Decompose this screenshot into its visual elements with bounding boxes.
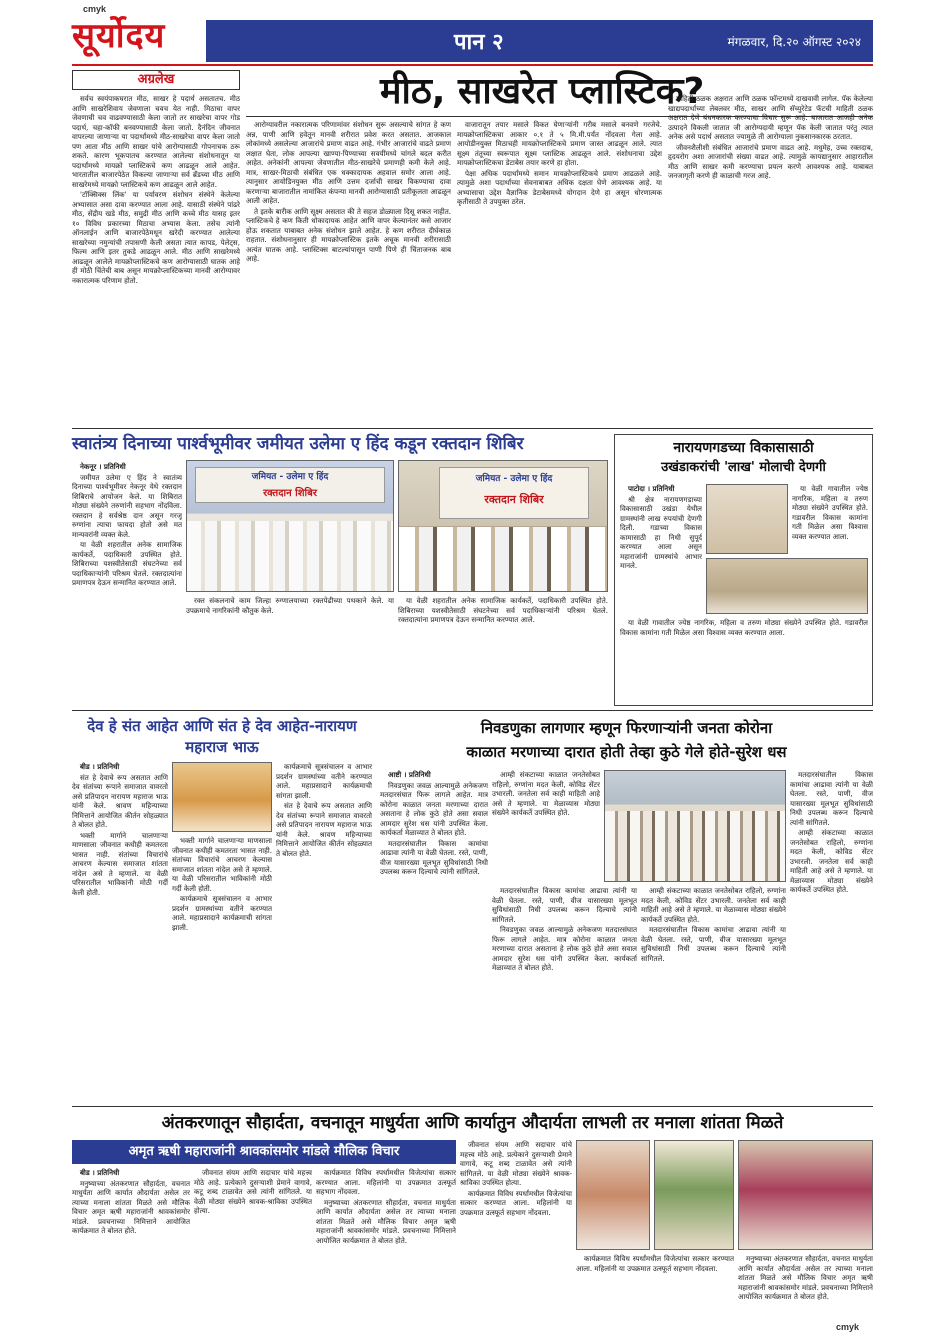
rishi-column-2: जीवनात संयम आणि सदाचार यांचे महत्त्व मोठे आहे. प्रत्येकाने दुसऱ्याशी प्रेमाने वागावे, कटू शब्द टाळावेत असे त्यांनी सांगितले. या वेळी मोठ्या संख्येने श्रावक-श्राविका उपस्थित होत्या. bbox=[194, 1168, 312, 1215]
blood-camp-column-2: रक्त संकलनाचे काम जिल्हा रुग्णालयाच्या रक्तपेढीच्या पथकाने केले. या उपक्रमाचे नागरिकांनी कौतुक केले. bbox=[186, 596, 394, 615]
rishi-subhead: अमृत ऋषी महाराजांनी श्रावकांसमोर मांडले मौलिक विचार bbox=[72, 1140, 456, 1164]
editorial-headline: मीठ, साखरेत प्लास्टिक? bbox=[380, 71, 705, 112]
rishi-column-4: जीवनात संयम आणि सदाचार यांचे महत्त्व मोठे आहे. प्रत्येकाने दुसऱ्याशी प्रेमाने वागावे, कटू शब्द टाळावेत असे त्यांनी सांगितले. या वेळी मोठ्या संख्येने श्रावक-श्राविका उपस्थित होत्या. कार्यक्रमात विविध स्पर्धांमधील विजेत्यांचा सत्कार करण्यात आला. महिलांनी या उपक्रमात उत्स्फूर्त सहभाग नोंदवला. bbox=[460, 1140, 572, 1217]
lower-rule bbox=[72, 1106, 873, 1107]
dhas-column-2: आम्ही संकटाच्या काळात जनतेसोबत राहिलो, रुग्णांना मदत केली, कोविड सेंटर उभारली. जनतेला सर्व काही माहिती आहे असे ते म्हणाले. या मेळाव्यास मोठ्या संख्येने कार्यकर्ते उपस्थित होते. bbox=[492, 770, 600, 817]
saint-photo bbox=[172, 762, 272, 832]
blood-camp-photo-1 bbox=[186, 460, 394, 592]
page-number: पान २ bbox=[454, 30, 504, 55]
donation-headline-2: उखंडाकरांची 'लाख' मोलाची देणगी bbox=[661, 460, 826, 475]
editorial-bottom-rule bbox=[72, 428, 873, 429]
dhas-column-1: आष्टी । प्रतिनिधी निवडणुका जवळ आल्यामुळे अनेकजण मतदारसंघात फिरू लागले आहेत. मात्र कोरोना काळात जनता मरणाच्या दारात असताना हे लोक कुठे होते असा सवाल आमदार सुरेश धस यांनी उपस्थित केला. कार्यकर्ता मेळाव्यात ते बोलत होते. मतदारसंघातील विकास कामांचा आढावा त्यांनी या वेळी घेतला. रस्ते, पाणी, वीज यासारख्या मूलभूत सुविधांसाठी निधी उपलब्ध करून दिल्याचे त्यांनी सांगितले. bbox=[380, 770, 488, 876]
blood-camp-banner-board: जमियत - उलेमा ए हिंद रक्तदान शिबिर bbox=[195, 467, 385, 503]
saint-headline: देव हे संत आहेत आणि संत हे देव आहेत-नारायण महाराज भाऊ bbox=[87, 717, 357, 756]
blood-camp-headline: स्वातंत्र्य दिनाच्या पार्श्वभूमीवर जमीयत उलेमा ए हिंद कडून रक्तदान शिबिर bbox=[72, 434, 524, 454]
cmyk-mark-top: cmyk bbox=[83, 4, 107, 14]
rishi-photo-1 bbox=[576, 1140, 650, 1250]
dhas-headline-2: काळात मरणाच्या दारात होती तेव्हा कुठे गेले होते-सुरेश धस bbox=[466, 743, 787, 761]
dhas-column-4: मतदारसंघातील विकास कामांचा आढावा त्यांनी या वेळी घेतला. रस्ते, पाणी, वीज यासारख्या मूलभूत सुविधांसाठी निधी उपलब्ध करून दिल्याचे त्यांनी सांगितले. आम्ही संकटाच्या काळात जनतेसोबत राहिलो, रुग्णांना मदत केली, कोविड सेंटर उभारली. जनतेला सर्व काही माहिती आहे असे ते म्हणाले. या मेळाव्यास मोठ्या संख्येने कार्यकर्ते उपस्थित होते. bbox=[790, 770, 873, 894]
editorial-column-1: सर्वच स्वयंपाकघरात मीठ, साखर हे पदार्थ असतातच. मीठ आणि साखरेशिवाय जेवणाला चवच येत नाही. मिठाचा वापर जेवणाची चव वाढवण्यासाठी केला जातो तर साखरेचा वापर गोड पदार्थ, चहा-कॉफी बनवण्यासाठी केला जातो. दैनंदिन जीवनात वापरल्या जाणाऱ्या या पदार्थांमध्ये मीठ-साखरेचा वापर केला जातो पण आता मीठ आणि साखर यांचे आरोग्यासाठी गोपनाचक ठरू शकते. कारण भूकपातच करण्यात आलेल्या संशोधनातून या पदार्थांमध्ये मायक्रो प्लास्टिकचे कण आढळून आले आहेत. भारतातील बाजारपेठेत विकल्या जाणाऱ्या सर्व ब्रँडच्या मीठ आणि साखरेमध्ये मायक्रो प्लास्टिकचे कण आढळून आले आहेत. 'टॉक्सिक्स लिंक' या पर्यावरण संशोधन संस्थेने केलेल्या अभ्यासात असा दावा करण्यात आला आहे. यासाठी संस्थेने पांढरे मीठ, सेंद्रीय खडे मीठ, समुद्री मीठ आणि कच्चे मीठ यासह इतर १० विविध प्रकारच्या मिठाचा अभ्यास केला. तसेच त्यांनी ऑनलाईन आणि बाजारपेठेमधून खरेदी करण्यात आलेल्या साखरेच्या नमुन्यांची तपासणी केली असता त्यात कापड, पेलेट्स, फिल्म आणि इतर तुकडे आढळून आले. मीठ आणि साखरेमध्ये आढळून आलेले मायक्रोप्लास्टिकचे कण आरोग्यासाठी घातक आहे ही मोठी चिंतेची बाब असून मायक्रोप्लास्टिकच्या मानवी आरोग्यावर नकारात्मक परिणाम होतो. bbox=[72, 94, 240, 285]
saint-column-1: बीड । प्रतिनिधी संत हे देवाचे रूप असतात आणि देव संतांच्या रूपाने समाजात वावरतो असे प्रतिपादन नारायण महाराज भाऊ यांनी केले. श्रावण महिन्याच्या निमित्ताने आयोजित कीर्तन सोहळ्यात ते बोलत होते. भक्ती मार्गाने चालणाऱ्या माणसाला जीवनात कधीही कमतरता भासत नाही. संतांच्या विचारांचे आचरण केल्यास समाजात शांतता नांदेल असे ते म्हणाले. या वेळी परिसरातील भाविकांनी मोठी गर्दी केली होती. bbox=[72, 762, 168, 897]
blood-camp-column-3: या वेळी शहरातील अनेक सामाजिक कार्यकर्ते, पदाधिकारी उपस्थित होते. शिबिराच्या यशस्वीतेसाठी संघटनेच्या सर्व पदाधिकाऱ्यांनी परिश्रम घेतले. रक्तदात्यांना प्रमाणपत्र देऊन सन्मानित करण्यात आले. bbox=[398, 596, 608, 624]
blood-camp-column-1: नेकनूर । प्रतिनिधी जमीयत उलेमा ए हिंद ने स्वातंत्र्य दिनाच्या पार्श्वभूमीवर नेकनूर येथे रक्तदान शिबिराचे आयोजन केले. या शिबिरात मोठ्या संख्येने तरुणांनी सहभाग नोंदविला. रक्तदान हे सर्वश्रेष्ठ दान असून गरजू रुग्णांना त्याचा फायदा होतो असे मत मान्यवरांनी व्यक्त केले. या वेळी शहरातील अनेक सामाजिक कार्यकर्ते, पदाधिकारी उपस्थित होते. शिबिराच्या यशस्वीतेसाठी संघटनेच्या सर्व पदाधिकाऱ्यांनी परिश्रम घेतले. रक्तदात्यांना प्रमाणपत्र देऊन सन्मानित करण्यात आले. bbox=[72, 462, 182, 587]
donation-column-1: पाटोदा । प्रतिनिधी श्री क्षेत्र नारायणगडाच्या विकासासाठी उखंडा येथील ग्रामस्थांनी लाख रुपयांची देणगी दिली. गडाच्या विकास कामासाठी हा निधी सुपूर्द करण्यात आला असून महाराजांनी ग्रामस्थांचे आभार मानले. bbox=[620, 484, 702, 570]
rishi-column-6: मनुष्याच्या अंतकरणात सौहार्दता, वचनात माधुर्यता आणि कार्यात औदार्यता असेल तर त्याच्या मनाला शांतता मिळते असे मौलिक विचार अमृत ऋषी महाराजांनी श्रावकांसमोर मांडले. प्रवचनाच्या निमित्ताने आयोजित कार्यक्रमात ते बोलत होते. bbox=[738, 1254, 873, 1301]
dhas-crowd-photo bbox=[604, 770, 786, 882]
donation-photo-1 bbox=[706, 484, 788, 554]
mid-rule bbox=[72, 710, 873, 711]
blood-camp-photo-2 bbox=[398, 460, 608, 592]
dhas-column-5: मतदारसंघातील विकास कामांचा आढावा त्यांनी या वेळी घेतला. रस्ते, पाणी, वीज यासारख्या मूलभूत सुविधांसाठी निधी उपलब्ध करून दिल्याचे त्यांनी सांगितले. निवडणुका जवळ आल्यामुळे अनेकजण मतदारसंघात फिरू लागले आहेत. मात्र कोरोना काळात जनता मरणाच्या दारात असताना हे लोक कुठे होते असा सवाल आमदार सुरेश धस यांनी उपस्थित केला. कार्यकर्ता मेळाव्यात ते बोलत होते. bbox=[492, 886, 637, 972]
rishi-column-3: कार्यक्रमात विविध स्पर्धांमधील विजेत्यांचा सत्कार करण्यात आला. महिलांनी या उपक्रमात उत्स्फूर्त सहभाग नोंदवला. मनुष्याच्या अंतकरणात सौहार्दता, वचनात माधुर्यता आणि कार्यात औदार्यता असेल तर त्याच्या मनाला शांतता मिळते असे मौलिक विचार अमृत ऋषी महाराजांनी श्रावकांसमोर मांडले. प्रवचनाच्या निमित्ताने आयोजित कार्यक्रमात ते बोलत होते. bbox=[316, 1168, 456, 1245]
dhas-column-6: आम्ही संकटाच्या काळात जनतेसोबत राहिलो, रुग्णांना मदत केली, कोविड सेंटर उभारली. जनतेला सर्व काही माहिती आहे असे ते म्हणाले. या मेळाव्यास मोठ्या संख्येने कार्यकर्ते उपस्थित होते. मतदारसंघातील विकास कामांचा आढावा त्यांनी या वेळी घेतला. रस्ते, पाणी, वीज यासारख्या मूलभूत सुविधांसाठी निधी उपलब्ध करून दिल्याचे त्यांनी सांगितले. bbox=[641, 886, 786, 963]
rishi-headline: अंतकरणातून सौहार्दता, वचनातून माधुर्यता आणि कार्यातुन औदार्यता लाभली तर मनाला शांतता मिळते bbox=[161, 1113, 784, 1133]
donation-photo-2 bbox=[706, 558, 868, 614]
rishi-photo-3 bbox=[738, 1140, 873, 1250]
rishi-column-1: बीड । प्रतिनिधी मनुष्याच्या अंतकरणात सौहार्दता, वचनात माधुर्यता आणि कार्यात औदार्यता असेल तर त्याच्या मनाला शांतता मिळते असे मौलिक विचार अमृत ऋषी महाराजांनी श्रावकांसमोर मांडले. प्रवचनाच्या निमित्ताने आयोजित कार्यक्रमात ते बोलत होते. bbox=[72, 1168, 190, 1235]
masthead-logo: सूर्योदय bbox=[72, 16, 166, 56]
rishi-photo-2 bbox=[654, 1140, 734, 1250]
header-rule bbox=[72, 64, 873, 66]
saint-column-2: भक्ती मार्गाने चालणाऱ्या माणसाला जीवनात कधीही कमतरता भासत नाही. संतांच्या विचारांचे आचरण केल्यास समाजात शांतता नांदेल असे ते म्हणाले. या वेळी परिसरातील भाविकांनी मोठी गर्दी केली होती. कार्यक्रमाचे सूत्रसंचालन व आभार प्रदर्शन ग्रामस्थांच्या वतीने करण्यात आले. महाप्रसादाने कार्यक्रमाची सांगता झाली. bbox=[172, 836, 272, 932]
editorial-tag: अग्रलेख bbox=[72, 70, 240, 90]
dhas-crowd bbox=[605, 811, 785, 881]
cmyk-mark-bottom: cmyk bbox=[836, 1322, 860, 1332]
rishi-column-5: कार्यक्रमात विविध स्पर्धांमधील विजेत्यांचा सत्कार करण्यात आला. महिलांनी या उपक्रमात उत्स्फूर्त सहभाग नोंदवला. bbox=[576, 1254, 734, 1273]
editorial-column-3: वाजारातून तयार मसाले विकत घेणाऱ्यांनी गरीब मसाले बनवणे गरजेचे. मायक्रोप्लास्टिकचा आकार ०.१ ते ५ मि.मी.पर्यंत नोंदवला गेला आहे. आयोडीनयुक्त मिठाचही मायक्रोप्लास्टिकचे प्रमाण जास्त आढळून आले. त्यात सूक्ष्म तंतूच्या स्वरूपात सूक्ष्म प्लास्टिक आढळून आले. संशोधनाचा उद्देश मायक्रोप्लास्टिकचा डेटाबेस तयार करणे हा होता. पेक्षा अधिक पदार्थांमध्ये समान मायक्रोप्लास्टिकचे प्रमाण आढळले आहे. त्यामुळे अशा पदार्थांच्या सेवनाबाबत अधिक दक्षता घेणे आवश्यक आहे. या अभ्यासाचा उद्देश वैज्ञानिक डेटाबेसमध्ये योगदान देणे हा असून धोरणात्मक कृतीसाठी ते उपयुक्त ठरेल. bbox=[457, 120, 662, 206]
blood-camp-people bbox=[187, 521, 393, 591]
donation-column-3: या वेळी गावातील ज्येष्ठ नागरिक, महिला व तरुण मोठ्या संख्येने उपस्थित होते. गडावरील विकास कामांना गती मिळेल असा विश्वास व्यक्त करण्यात आला. bbox=[792, 484, 868, 541]
issue-date: मंगळवार, दि.२० ऑगस्ट २०२४ bbox=[727, 34, 861, 49]
blood-camp-stage-banner: जमियत - उलेमा ए हिंद रक्तदान शिबिर bbox=[439, 467, 589, 519]
editorial-column-2: आरोग्यावरील नकारात्मक परिणामांवर संशोधन सुरू असल्याचे सांगत हे कण अन्न, पाणी आणि हवेतून मानवी शरीरात प्रवेश करत असतात. आजकाल लोकांमध्ये असलेल्या आजारांचे प्रमाण वाढत आहे. गंभीर आजारांचे वाढते प्रमाण लक्षात घेता, लोक आपल्या खाण्या-पिण्याच्या सवयींमध्ये चांगले बदल करीत आहेत. अनेकांनी आपल्या जेवणातील मीठ-साखरेचे प्रमाणही कमी केले आहे. मात्र, साखर-मिठाची संबंधित एक धक्कादायक अहवाल समोर आला आहे. त्यानुसार आयोडिनयुक्त मीठ आणि उत्तम दर्जाची साखर विकण्याचा दावा करणाऱ्या बाजारातील नामांकित कंपन्या मानवी आरोग्यासाठी प्रतीकूलता आढळून आली आहेत. ते इतके बारीक आणि सूक्ष्म असतात की ते सहज डोळ्याला दिसू शकत नाहीत. प्लास्टिकचे हे कण किती धोकादायक आहेत आणि वापर केल्यानंतर कसे आजार होऊ शकतात याबाबत अनेक संशोधन झाले आहेत. हे कण शरीरात दीर्घकाळ राहतात. संशोधनानुसार ही मायक्रोप्लास्टिक इतके अचूक मानवी शरीरासाठी अत्यंत घातक आहे. प्लास्टिक्स बाटल्यांपासून पाणी पिणे ही चिंताजनक बाब आहे. bbox=[246, 120, 451, 263]
editorial-column-4: माहिती ठळक अक्षरात आणि ठळक फॉन्टमध्ये दाखवावी लागेल. पॅक केलेल्या खाद्यपदार्थांच्या लेबलवर मीठ, साखर आणि सॅच्युरेटेड फॅटची माहिती ठळक अक्षरात देणे बंधनकारक करण्याचा विचार सुरू आहे. बाजारात आजही अनेक उत्पादने विकली जातात जी आरोग्यदायी म्हणून पॅक केली जातात परंतु त्यात अनेक असे पदार्थ असतात ज्यामुळे ती आरोग्याला नुकसानकारक ठरतात. जीवनशैलीशी संबंधित आजारांचे प्रमाण वाढत आहे. मधुमेह, उच्च रक्तदाब, हृदयरोग अशा आजारांची संख्या वाढत आहे. त्यामुळे कायद्यानुसार आहारातील मीठ आणि साखर कमी करण्याचा प्रयत्न करणे आवश्यक आहे. याबाबत जनजागृती करणे ही काळाची गरज आहे. bbox=[668, 94, 873, 180]
donation-column-bottom: या वेळी गावातील ज्येष्ठ नागरिक, महिला व तरुण मोठ्या संख्येने उपस्थित होते. गडावरील विकास कामांना गती मिळेल असा विश्वास व्यक्त करण्यात आला. bbox=[620, 618, 868, 637]
page-header-bar bbox=[206, 20, 873, 62]
donation-headline-1: नारायणगडच्या विकासासाठी bbox=[673, 440, 814, 456]
saint-column-3: कार्यक्रमाचे सूत्रसंचालन व आभार प्रदर्शन ग्रामस्थांच्या वतीने करण्यात आले. महाप्रसादाने कार्यक्रमाची सांगता झाली. संत हे देवाचे रूप असतात आणि देव संतांच्या रूपाने समाजात वावरतो असे प्रतिपादन नारायण महाराज भाऊ यांनी केले. श्रावण महिन्याच्या निमित्ताने आयोजित कीर्तन सोहळ्यात ते बोलत होते. bbox=[276, 762, 372, 858]
dhas-headline-1: निवडणुका लागणार म्हणून फिरणाऱ्यांनी जनता कोरोना bbox=[480, 719, 773, 737]
blood-camp-guests bbox=[399, 527, 607, 591]
